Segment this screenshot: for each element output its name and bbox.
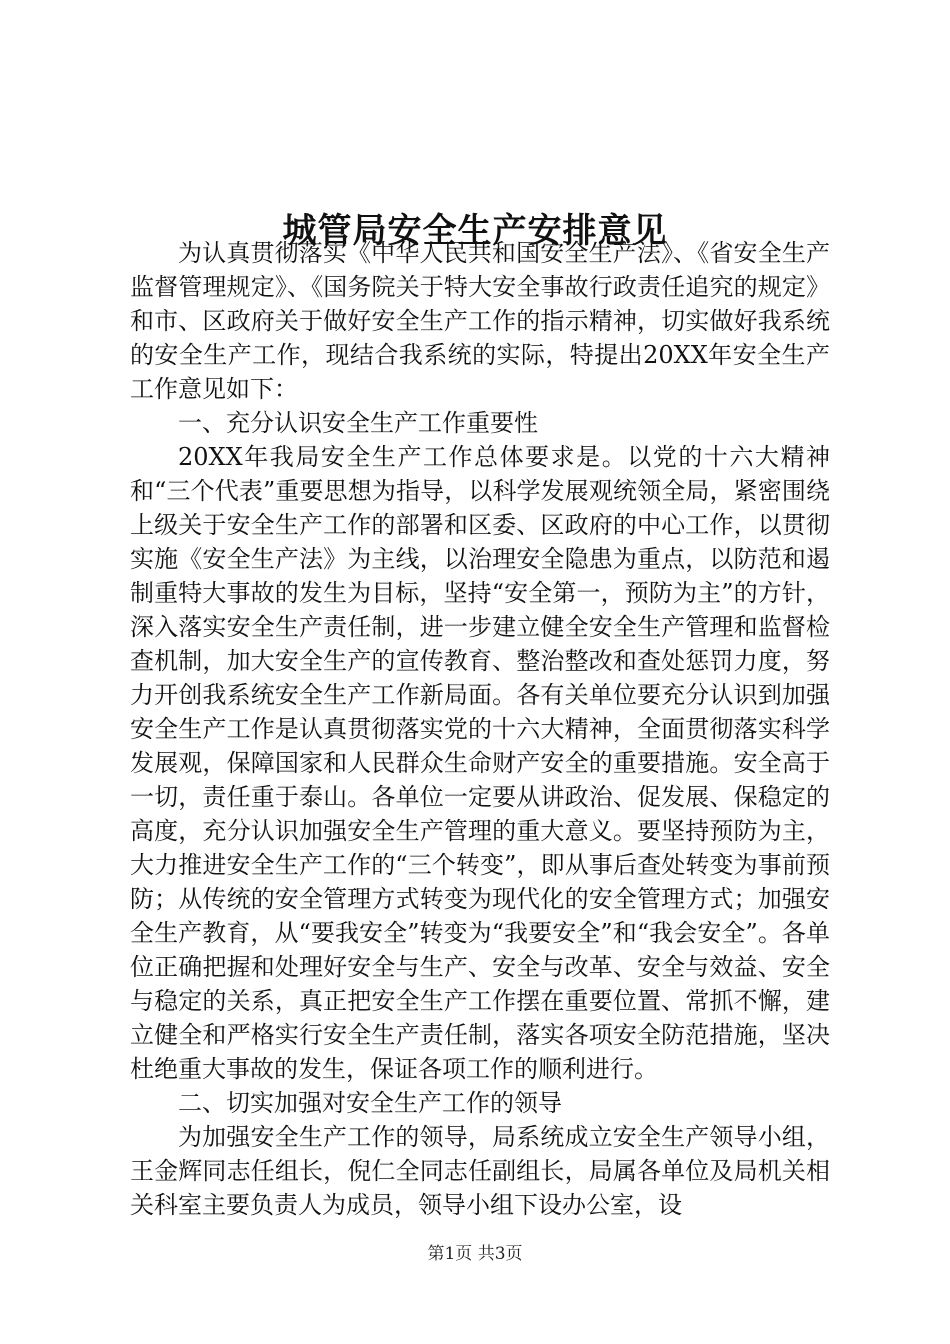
section-heading-1: 一、充分认识安全生产工作重要性 <box>178 409 538 437</box>
page-number-footer: 第1页 共3页 <box>427 1244 523 1264</box>
document-body <box>130 236 830 1222</box>
intro-paragraph: 为认真贯彻落实《中华人民共和国安全生产法》、《省安全生产监督管理规定》、《国务院关于特大安全事故行政责任追究的规定》和市、区政府关于做好安全生产工作的指示精神，切实做好我系统的安全生产工作，现结合我系统的实际，特提出20XX年安全生产工作意见如下： <box>130 239 830 403</box>
section-heading-2: 二、切实加强对安全生产工作的领导 <box>178 1089 562 1117</box>
document-title: 城管局安全生产安排意见 <box>282 210 668 251</box>
section-1-paragraph: 20XX年我局安全生产工作总体要求是。以党的十六大精神和“三个代表”重要思想为指导，以科学发展观统领全局，紧密围绕上级关于安全生产工作的部署和区委、区政府的中心工作，以贯彻实施《安全生产法》为主线，以治理安全隐患为重点，以防范和遏制重特大事故的发生为目标，坚持“安全第一，预防为主”的方针，深入落实安全生产责任制，进一步建立健全安全生产管理和监督检查机制，加大安全生产的宣传教育、整治整改和查处惩罚力度，努力开创我系统安全生产工作新局面。各有关单位要充分认识到加强安全生产工作是认真贯彻落实党的十六大精神，全面贯彻落实科学发展观，保障国家和人民群众生命财产安全的重要措施。安全高于一切，责任重于泰山。各单位一定要从讲政治、促发展、保稳定的高度，充分认识加强安全生产管理的重大意义。要坚持预防为主，大力推进安全生产工作的“三个转变”，即从事后查处转变为事前预防；从传统的安全管理方式转变为现代化的安全管理方式；加强安全生产教育，从“要我安全”转变为“我要安全”和“我会安全”。各单位正确把握和处理好安全与生产、安全与改革、安全与效益、安全与稳定的关系，真正把安全生产工作摆在重要位置、常抓不懈，建立健全和严格实行安全生产责任制，落实各项安全防范措施，坚决杜绝重大事故的发生，保证各项工作的顺利进行。 <box>130 443 830 1083</box>
section-2-paragraph: 为加强安全生产工作的领导，局系统成立安全生产领导小组，王金辉同志任组长，倪仁全同志任副组长，局属各单位及局机关相关科室主要负责人为成员，领导小组下设办公室，设 <box>130 1123 830 1219</box>
